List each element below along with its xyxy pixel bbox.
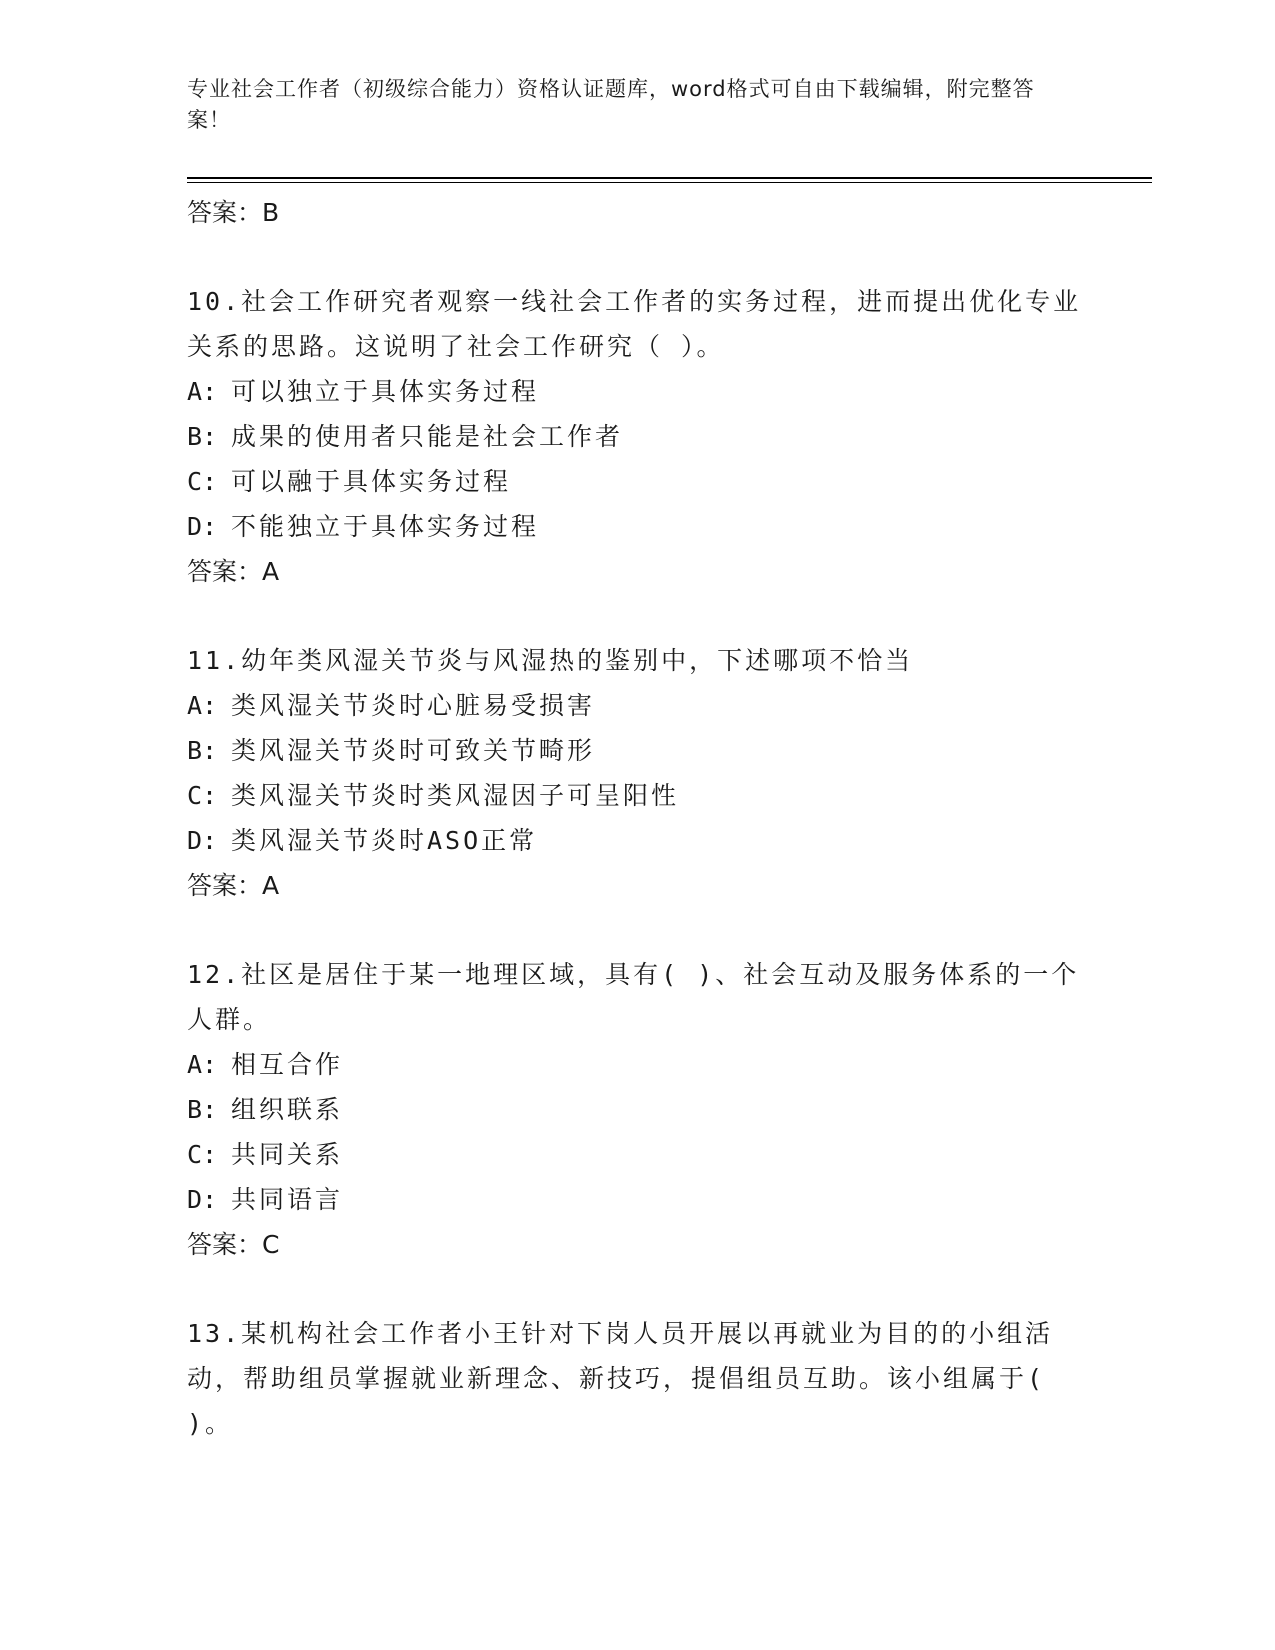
answer-line <box>187 549 1087 595</box>
question-block <box>187 638 1087 909</box>
option-c <box>187 773 1087 818</box>
option-letter: C: <box>187 1140 218 1169</box>
spacer <box>187 909 1087 952</box>
answer-value: B <box>262 198 280 227</box>
option-text: 共同关系 <box>231 1140 344 1169</box>
option-text: 不能独立于具体实务过程 <box>231 512 540 541</box>
option-letter: D: <box>187 512 218 541</box>
option-b <box>187 1087 1087 1132</box>
option-text: 可以独立于具体实务过程 <box>231 377 540 406</box>
question-block <box>187 1311 1087 1446</box>
option-a <box>187 369 1087 414</box>
answer-label: 答案： <box>187 557 263 586</box>
header-rule-thin <box>187 182 1152 183</box>
answer-label: 答案： <box>187 871 263 900</box>
question-text: 11.幼年类风湿关节炎与风湿热的鉴别中，下述哪项不恰当 <box>187 646 914 675</box>
answer-line <box>187 190 1087 236</box>
option-a <box>187 1042 1087 1087</box>
option-text: 可以融于具体实务过程 <box>231 467 512 496</box>
option-d <box>187 1177 1087 1222</box>
option-letter: B: <box>187 1095 218 1124</box>
option-letter: A: <box>187 1050 218 1079</box>
answer-value: C <box>262 1230 280 1259</box>
answer-label: 答案： <box>187 1230 263 1259</box>
spacer <box>187 1268 1087 1311</box>
answer-line <box>187 1222 1087 1268</box>
answer-value: A <box>262 557 280 586</box>
option-text: 类风湿关节炎时可致关节畸形 <box>231 736 596 765</box>
option-letter: A: <box>187 377 218 406</box>
option-text: 类风湿关节炎时ASO正常 <box>231 826 538 855</box>
option-b <box>187 728 1087 773</box>
option-text: 共同语言 <box>231 1185 344 1214</box>
option-letter: B: <box>187 422 218 451</box>
option-text: 组织联系 <box>231 1095 344 1124</box>
option-a <box>187 683 1087 728</box>
header-rule-thick <box>187 177 1152 179</box>
answer-value: A <box>262 871 280 900</box>
question-text: 13.某机构社会工作者小王针对下岗人员开展以再就业为目的的小组活动，帮助组员掌握就业新理念、新技巧，提倡组员互助。该小组属于( )。 <box>187 1319 1054 1438</box>
option-letter: D: <box>187 1185 218 1214</box>
option-text: 类风湿关节炎时类风湿因子可呈阳性 <box>231 781 680 810</box>
option-b <box>187 414 1087 459</box>
option-letter: C: <box>187 781 218 810</box>
option-c <box>187 459 1087 504</box>
option-letter: A: <box>187 691 218 720</box>
page-header: 专业社会工作者（初级综合能力）资格认证题库，word格式可自由下载编辑，附完整答案！ <box>187 77 1035 132</box>
question-text: 12.社区是居住于某一地理区域，具有( )、社会互动及服务体系的一个人群。 <box>187 960 1080 1034</box>
option-text: 成果的使用者只能是社会工作者 <box>231 422 624 451</box>
option-letter: D: <box>187 826 218 855</box>
question-list <box>187 190 1087 1446</box>
option-c <box>187 1132 1087 1177</box>
answer-line <box>187 863 1087 909</box>
option-d <box>187 504 1087 549</box>
option-text: 类风湿关节炎时心脏易受损害 <box>231 691 596 720</box>
question-block <box>187 952 1087 1268</box>
answer-label: 答案： <box>187 198 263 227</box>
question-block <box>187 279 1087 595</box>
option-text: 相互合作 <box>231 1050 344 1079</box>
option-letter: C: <box>187 467 218 496</box>
option-letter: B: <box>187 736 218 765</box>
question-text: 10.社会工作研究者观察一线社会工作者的实务过程，进而提出优化专业关系的思路。这说明了社会工作研究（ ）。 <box>187 287 1082 361</box>
spacer <box>187 236 1087 279</box>
spacer <box>187 595 1087 638</box>
option-d <box>187 818 1087 863</box>
